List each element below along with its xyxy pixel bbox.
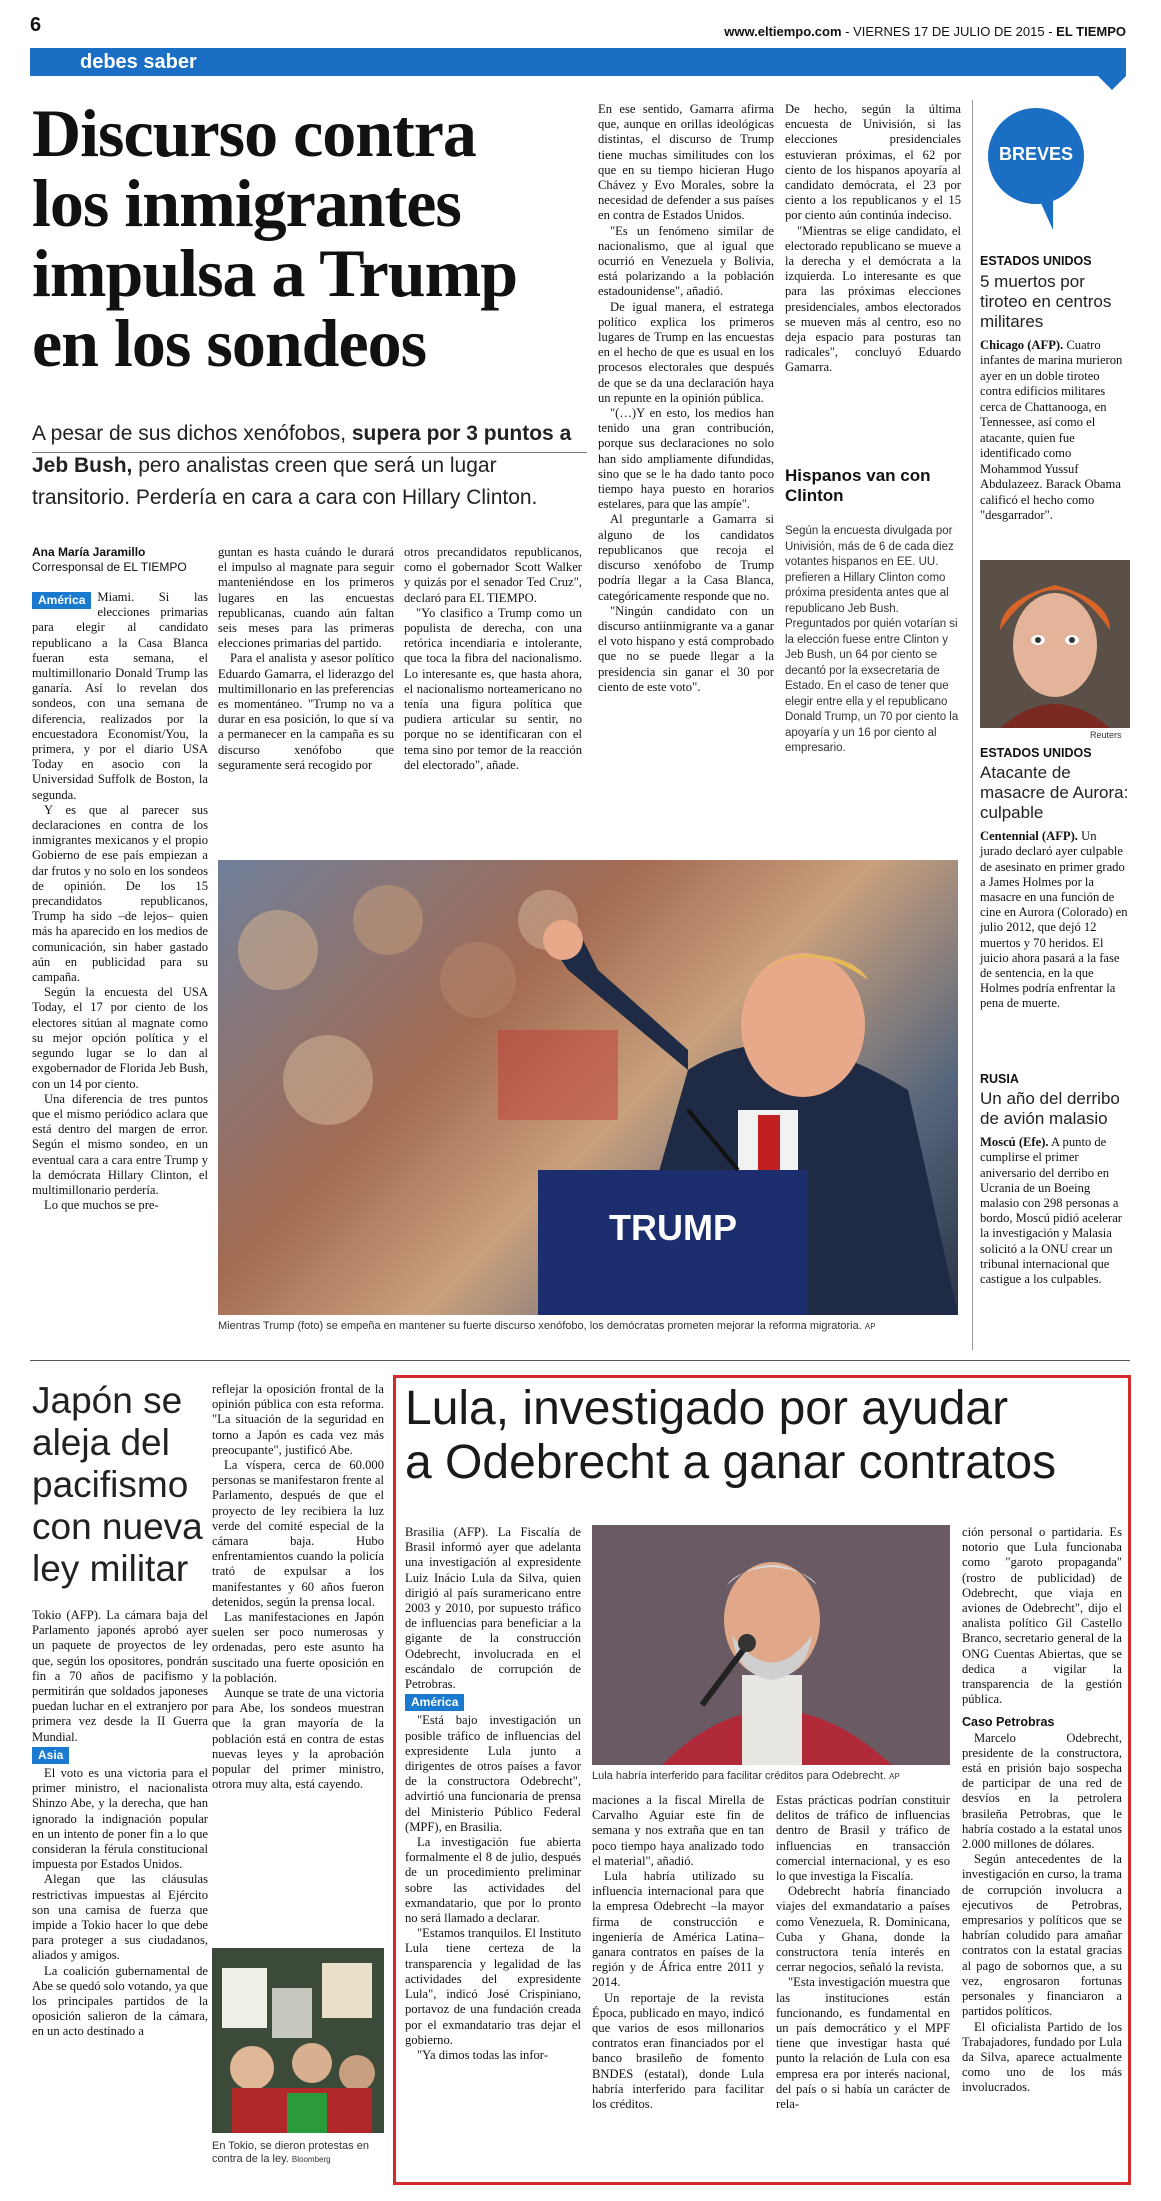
photo-credit: AP <box>864 1322 876 1331</box>
paragraph: Brasilia (AFP). La Fiscalía de Brasil informó ayer que adelanta una investigación al expresidente Luiz Inácio Lula da Silva, quien dirigió al país suramericano entre 2003 y 2010, por supuesto tráfico de influencias para beneficiar a la gigante de la construcción Odebrecht, involucrada en el escándalo de corrupción de Petrobras. <box>405 1525 581 1692</box>
paragraph: Una diferencia de tres puntos que el mismo periódico aclara que está dentro del margen de error. Según el mismo sondeo, en un eventual cara a cara entre Trump y la demócrata Hillary Clinton, el multimillonario perdería. <box>32 1091 208 1197</box>
breves-item-2 <box>980 738 1130 1012</box>
paragraph: Miami. Si las elecciones primarias para elegir al candidato republicano a la Casa Blanca fueran esta semana, el multimillonario Donald Trump las ganaría. Así lo revelan dos sondeos, con una semana de diferencia, realizados por la encuestadora Economist/You, la primera, y por el diario USA Today en asocio con la Universidad Suffolk de Boston, la segunda. <box>32 590 208 802</box>
breve-dateline: Centennial (AFP). <box>980 829 1078 844</box>
paragraph: Para el analista y asesor político Eduardo Gamarra, el liderazgo del multimillonario en las preferencias es momentáneo. "Trump no va a durar en esa posición, lo que sí va a permanecer en la campaña es su discurso xenófobo que seguramente será recogido por <box>218 651 394 772</box>
headline-line: pacifismo <box>32 1464 189 1505</box>
paragraph: Según antecedentes de la investigación en curso, la trama de corrupción involucra a ejecutivos de Petrobras, empresarios y políticos que se habrían coludido para amañar contratos con la estatal gracias al pago de sobornos que, a su vez, engrosaron fortunas personales y financiaron a partidos políticos. <box>962 1852 1122 2019</box>
breve-dateline: Moscú (Efe). <box>980 1135 1049 1150</box>
sidebar-title: Hispanos van con Clinton <box>785 466 931 505</box>
trump-photo-caption <box>218 1320 958 1332</box>
paragraph: Lula habría utilizado su influencia internacional para que la empresa Odebrecht –la mayor firma de construcción e ingeniería de América Latina– ganara contratos en países de la región y de África entre 2011 y 2014. <box>592 1869 764 1990</box>
breve-title: Atacante de masacre de Aurora: culpable <box>980 763 1129 823</box>
issue-date: VIERNES 17 DE JULIO DE 2015 <box>853 24 1045 39</box>
breves-item-1 <box>980 246 1130 524</box>
trump-photo <box>218 860 958 1315</box>
author-role: Corresponsal de EL TIEMPO <box>32 560 187 574</box>
lula-col-1 <box>405 1525 581 2175</box>
breve-title: 5 muertos por tiroteo en centros militares <box>980 271 1112 331</box>
region-tag: Asia <box>32 1747 69 1764</box>
paragraph: Aunque se trate de una victoria para Abe, los sondeos muestran que la gran mayoría de la población está en contra de estas nuevas leyes y la aprobación popular del primer ministro, otrora muy alta, está cayendo. <box>212 1686 384 1792</box>
main-col-2 <box>218 545 394 855</box>
breves-badge-tail <box>1035 190 1053 230</box>
paragraph: ción personal o partidaria. Es notorio que Lula funcionaba como "garoto propaganda" (rostro de publicidad) de Odebrecht, que viaja en aviones de Odebrecht", dijo el analista político Gil Castello Branco, secretario general de la ONG Cuentas Abiertas, que se dedica a vigilar la transparencia de la gestión pública. <box>962 1525 1122 1707</box>
trump-illustration <box>218 860 958 1315</box>
main-headline <box>32 95 592 381</box>
main-col-4 <box>598 102 774 847</box>
caption-text: Mientras Trump (foto) se empeña en mantener su fuerte discurso xenófobo, los demócratas prometen mejorar la reforma migratoria. <box>218 1320 862 1332</box>
page-divider <box>30 1360 1130 1361</box>
japan-col-1 <box>32 1608 208 2188</box>
paragraph: guntan es hasta cuándo le durará el impulso al magnate para seguir manteniéndose en los primeros lugares en las encuestas republicanas, cuando aún faltan seis meses para las primeras elecciones primarias del partido. <box>218 545 394 651</box>
paragraph: otros precandidatos republicanos, como el gobernador Scott Walker y quizás por el senador Ted Cruz", declaró para EL TIEMPO. <box>404 545 582 605</box>
paragraph: "Mientras se elige candidato, el electorado republicano se mueve a la derecha y el demócrata a la izquierda. Lo interesante es que para las próximas elecciones presidenciales, ambos electorados se mueven más al centro, eso no deja espacio para posturas tan radicales", concluyó Eduardo Gamarra. <box>785 223 961 375</box>
region-tag: América <box>405 1694 464 1711</box>
breves-item-3 <box>980 1064 1130 1287</box>
tokyo-photo-caption <box>212 2140 384 2166</box>
paragraph: maciones a la fiscal Mirella de Carvalho Aguiar este fin de semana y nos extraña que en tan poco tiempo haya analizado todo el material", añadió. <box>592 1793 764 1868</box>
sidebar-text: Según la encuesta divulgada por Univisión, más de 6 de cada diez votantes hispanos en EE. UU. prefieren a Hillary Clinton como próxima presidenta antes que al republicano Jeb Bush. Preguntados por quién votarían si la elección fuese entre Clinton y Jeb Bush, un 64 por ciento se decantó por la exsecretaria de Estado. En el caso de tener que elegir entre ella y el republicano Donald Trump, un 70 por ciento la apoyaría y un 16 por ciento al empresario. <box>785 525 959 754</box>
japan-col-2 <box>212 1382 384 1942</box>
breve-section: RUSIA <box>980 1072 1019 1086</box>
breve-title: Un año del derribo de avión malasio <box>980 1089 1120 1129</box>
caption-text: Lula habría interferido para facilitar créditos para Odebrecht. <box>592 1770 887 1782</box>
paragraph: "Esta investigación muestra que las instituciones están funcionando, es fundamental en un país democrático y el MPF tiene que investigar hasta qué punto la relación de Lula con esa empresa era por interés nacional, del país o si había un carácter de rela- <box>776 1975 950 2112</box>
podium-sign: TRUMP <box>609 1207 737 1248</box>
paragraph: "Yo clasifico a Trump como un populista de derecha, con una retórica incendiaria e intolerante, que toca la fibra del nacionalismo. Lo interesante es, que hasta ahora, el nacionalismo norteamericano no tenía una figura política que pudiera articular su sentir, no porque no se identificaran con el tema sino por temor de la reacción del electorado", añade. <box>404 605 582 772</box>
tokyo-protest-photo <box>212 1948 384 2133</box>
paragraph: Estas prácticas podrían constituir delitos de tráfico de influencias dentro de Brasil y tráfico de influencias en transacción comercial internacional, y es eso lo que investiga la Fiscalía. <box>776 1793 950 1884</box>
caption-text: En Tokio, se dieron protestas en contra de la ley. <box>212 2140 369 2165</box>
headline-line: con nueva <box>32 1506 203 1547</box>
breves-label: BREVES <box>998 144 1074 164</box>
paragraph: "Estamos tranquilos. El Instituto Lula tiene certeza de la transparencia y legalidad de las actividades del expresidente Lula", indicó José Crispiniano, portavoz de una fundación creada por el exmandatario tras dejar el gobierno. <box>405 1926 581 2047</box>
paragraph: "Está bajo investigación un posible tráfico de influencias del expresidente Lula junto a dirigentes de otros países a favor de la constructora Odebrecht", advirtió una funcionaria de prensa del Ministerio Público Federal (MPF), en Brasilia. <box>405 1713 581 1834</box>
headline-line: los inmigrantes <box>32 165 461 241</box>
deck-bold: supera por 3 puntos a Jeb Bush, <box>32 422 572 477</box>
paragraph: "Ya dimos todas las infor- <box>417 2047 548 2062</box>
paragraph: Un reportaje de la revista Época, publicado en mayo, indicó que varios de esos millonarios contratos eran financiados por el banco brasileño de fomento BNDES (estatal), donde Lula habría interferido para facilitar los créditos. <box>592 1990 764 2112</box>
paragraph: reflejar la oposición frontal de la opinión pública con esta reforma. "La situación de la seguridad en torno a Japón es cada vez más preocupante", justificó Abe. <box>212 1382 384 1457</box>
lula-subhead: Caso Petrobras <box>962 1715 1055 1730</box>
headline-line: aleja del <box>32 1422 170 1463</box>
paragraph: Y es que al parecer sus declaraciones en contra de los inmigrantes mexicanos y el propio Gobierno de ese país empiezan a dar frutos y no solo en los sondeos de opinión. De los 15 precandidatos republicanos, Trump ha sido –de lejos– quien más ha aparecido en los medios de comunicación, sin haber gastado aún en publicidad para su campaña. <box>32 802 208 985</box>
page-number: 6 <box>30 14 42 36</box>
japan-headline <box>32 1380 222 1590</box>
headline-line: a Odebrecht a ganar contratos <box>405 1436 1057 1489</box>
lula-col-4 <box>962 1525 1122 2175</box>
paragraph: "(…)Y en esto, los medios han tenido una gran contribución, porque sus declaraciones no solo han sido ampliamente difundidas, sino que se le ha dado tanto poco tiempo haya puesto en horarios estelares, para que las ampíe". <box>598 406 774 512</box>
deck <box>32 418 587 514</box>
paragraph: "Es un fenómeno similar de nacionalismo, que al igual que ocurrió en Venezuela y Bolivia, está polarizando a la población estadounidense", añadió. <box>598 223 774 299</box>
masthead-info: www.eltiempo.com - VIERNES 17 DE JULIO DE 2015 - EL TIEMPO <box>724 24 1126 39</box>
deck-text: A pesar de sus dichos xenófobos, <box>32 422 352 445</box>
breve-section: ESTADOS UNIDOS <box>980 746 1092 760</box>
section-label: debes saber <box>80 51 197 73</box>
region-tag: América <box>32 592 91 609</box>
lula-photo-caption <box>592 1770 950 1782</box>
headline-line: en los sondeos <box>32 305 427 381</box>
main-col-1 <box>32 590 208 1350</box>
paragraph: De hecho, según la última encuesta de Univisión, si las elecciones presidenciales estuvieran próximas, el 62 por ciento de los hispanos apoyaría al candidato demócrata, el 23 por ciento a los republicanos y el 15 por ciento aún continúa indeciso. <box>785 102 961 223</box>
breve-dateline: Chicago (AFP). <box>980 337 1064 352</box>
paragraph: Alegan que las cláusulas restrictivas impuestas al Ejército son una camisa de fuerza que impide a Tokio hacer lo que debe para proteger a sus ciudadanos, aliados y amigos. <box>32 1872 208 1963</box>
headline-line: ley militar <box>32 1548 189 1589</box>
breve-text: A punto de cumplirse el primer aniversario del derribo en Ucrania de un Boeing malasio con 298 personas a bordo, Moscú pidió acelerar la investigación y Malasia solicitó a la ONU crear un tribunal internacional que castigue a los culpables. <box>980 1135 1122 1287</box>
photo-credit: AP <box>889 1772 900 1781</box>
lula-photo <box>592 1525 950 1765</box>
breve-section: ESTADOS UNIDOS <box>980 254 1092 268</box>
lula-col-3 <box>776 1793 950 2173</box>
aurora-suspect-photo <box>980 560 1130 728</box>
deck-text-2: pero analistas creen que será un lugar transitorio. Perdería en cara a cara con Hillary Clinton. <box>32 454 538 509</box>
headline-line: Lula, investigado por ayudar <box>405 1382 1009 1435</box>
paragraph: De igual manera, el estratega político explica los primeros lugares de Trump en las encuestas en el hecho de que es usual en los procesos electorales que después de que se da una declaración haya un repunte en la opinión pública. <box>598 299 774 405</box>
paragraph: Marcelo Odebrecht, presidente de la constructora, está en prisión bajo sospecha de participar de una red de desvíos en la petrolera brasileña Petrobras, que le habría costado a la estatal unos 2.000 millones de dólares. <box>962 1730 1122 1852</box>
headline-line: Japón se <box>32 1380 183 1421</box>
deck-rule <box>32 452 587 453</box>
section-bar-notch <box>1098 76 1126 90</box>
main-col-5 <box>785 102 961 447</box>
paragraph: La investigación fue abierta formalmente el 8 de julio, después de un procedimiento preliminar sobre las actividades del exmandatario, que por lo pronto no será llamado a declarar. <box>405 1835 581 1926</box>
suspect-illustration <box>980 560 1130 728</box>
paragraph: Tokio (AFP). La cámara baja del Parlamento japonés aprobó ayer un paquete de proyectos de ley que, según los opositores, pondrán fin a 70 años de pacifismo y permitirán que soldados japoneses puedan luchar en el extranjero por primera vez desde la II Guerra Mundial. <box>32 1608 208 1744</box>
paragraph: Según la encuesta del USA Today, el 17 por ciento de los electores sitúan al magnate como su mejor opción política y el segundo lugar se lo dan al exgobernador de Florida Jeb Bush, con un 14 por ciento. <box>32 985 208 1091</box>
main-col-3 <box>404 545 582 855</box>
lula-illustration <box>592 1525 950 1765</box>
author-name: Ana María Jaramillo <box>32 545 146 559</box>
headline-line: Discurso contra <box>32 95 476 171</box>
breve-text: Un jurado declaró ayer culpable de asesinato en primer grado a James Holmes por la masacre en una función de cine en Aurora (Colorado) en julio 2012, que dejó 12 muertos y 70 heridos. El juicio ahora pasará a la fase de sentencia, en la que Holmes podría enfrentar la pena de muerte. <box>980 829 1128 1011</box>
paragraph: La coalición gubernamental de Abe se quedó solo votando, ya que los principales partidos de la oposición salieron de la cámara, en un acto destinado a <box>32 1963 208 2039</box>
breve-text: Cuatro infantes de marina murieron ayer en un doble tiroteo contra edificios militares cerca de Chattanooga, en Tennessee, así como el atacante, quien fue identificado como Mohammod Yussuf Abdulazeez. Barack Obama calificó el hecho como "desgarrador". <box>980 337 1123 522</box>
paragraph: El voto es una victoria para el primer ministro, el nacionalista Shinzo Abe, y la derecha, que han ignorado la indignación popular en un intento de poner fin a lo que consideran la férula constitucional impuesta por Estados Unidos. <box>32 1766 208 1872</box>
paragraph: El oficialista Partido de los Trabajadores, fundado por Lula da Silva, aparece actualmente como uno de los más involucrados. <box>962 2019 1122 2095</box>
headline-line: impulsa a Trump <box>32 235 518 311</box>
paragraph: La víspera, cerca de 60.000 personas se manifestaron frente al Parlamento, después de que el proyecto de ley recibiera la luz verde del comité especial de la cámara baja. Hubo enfrentamientos cuando la policía trató de expulsar a los manifestantes y 60 años fueron detenidos, según la prensa local. <box>212 1458 384 1609</box>
paper-name: EL TIEMPO <box>1056 24 1126 39</box>
breves-divider <box>972 100 973 1350</box>
photo-credit: Bloomberg <box>291 2155 331 2164</box>
lula-headline <box>405 1382 1125 1490</box>
paragraph: En ese sentido, Gamarra afirma que, aunque en orillas ideológicas distintas, el discurso de Trump tiene muchas similitudes con los que en su tiempo hicieran Hugo Chávez y Evo Morales, sobre la necesidad de defender a sus países en contra de Estados Unidos. <box>598 102 774 223</box>
paragraph: Las manifestaciones en Japón suelen ser poco numerosas y ordenadas, pero este asunto ha suscitado una fuerte oposición en la población. <box>212 1610 384 1685</box>
protest-illustration <box>212 1948 384 2133</box>
lula-col-2 <box>592 1793 764 2173</box>
paragraph: Lo que muchos se pre- <box>44 1198 159 1213</box>
paragraph: Al preguntarle a Gamarra si alguno de los candidatos republicanos que recoja el discurso xenófobo de Trump podría llegar a la Casa Blanca, categóricamente responde que no. <box>598 512 774 603</box>
suspect-photo-credit: Reuters <box>1090 730 1122 740</box>
paragraph: Odebrecht habría financiado viajes del exmandatario a países como Venezuela, R. Dominicana, Cuba y Ghana, donde la constructora tenía interés en cerrar negocios, señaló la revista. <box>776 1884 950 1975</box>
site-url: www.eltiempo.com <box>724 24 842 39</box>
paragraph: "Ningún candidato con un discurso antiinmigrante va a ganar el voto hispano y está comprobado que no se puede llegar a la presidencia sin ganar el 30 por ciento de este voto". <box>598 603 774 694</box>
byline <box>32 545 187 575</box>
